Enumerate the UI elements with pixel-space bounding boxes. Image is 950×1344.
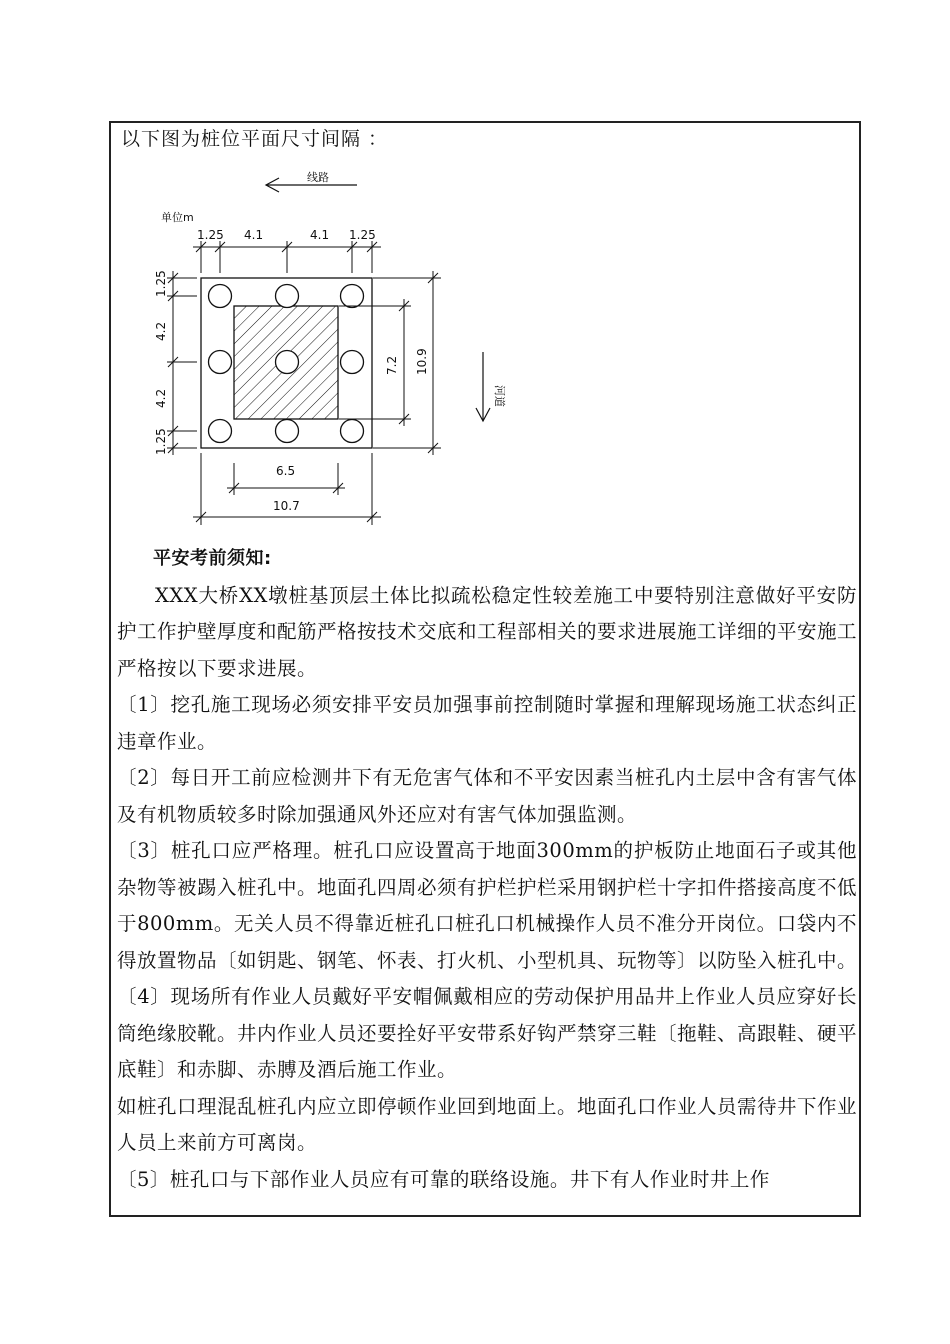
notes-paragraph: 〔1〕挖孔施工现场必须安排平安员加强事前控制随时掌握和理解现场施工状态纠正违章作业。 bbox=[117, 693, 857, 753]
dim-left-4: 1.25 bbox=[154, 428, 168, 455]
dim-left-3: 4.2 bbox=[154, 388, 168, 408]
content-frame bbox=[109, 121, 861, 1217]
pile-hole bbox=[276, 351, 299, 374]
dim-left-1: 1.25 bbox=[154, 270, 168, 297]
pile-hole bbox=[209, 351, 232, 374]
route-label: 线路 bbox=[307, 171, 329, 184]
dim-top-1: 1.25 bbox=[197, 228, 224, 242]
notes-paragraph: 〔3〕桩孔口应严格理。桩孔口应设置高于地面300mm的护板防止地面石子或其他杂物等被踢入桩孔中。地面孔四周必须有护栏护栏采用钢护栏十字扣件搭接高度不低于800mm。无关人员不得靠近桩孔口桩孔口机械操作人员不准分开岗位。口袋内不得放置物品〔如钥匙、钢笔、怀表、打火机、小型机具、玩物等〕以防坠入桩孔中。 bbox=[117, 839, 858, 972]
pile-layout-diagram bbox=[111, 123, 861, 543]
route-arrow bbox=[266, 170, 357, 192]
river-arrow bbox=[476, 352, 506, 421]
pile-hole bbox=[341, 351, 364, 374]
notes-paragraph: 〔5〕桩孔口与下部作业人员应有可靠的联络设施。井下有人作业时井上作 bbox=[117, 1167, 770, 1191]
top-dimensions bbox=[193, 241, 381, 273]
dim-bottom-inner: 6.5 bbox=[276, 464, 296, 478]
safety-notes bbox=[117, 541, 857, 1198]
pile-hole bbox=[209, 420, 232, 443]
dim-left-2: 4.2 bbox=[154, 321, 168, 341]
notes-paragraph: 〔4〕现场所有作业人员戴好平安帽佩戴相应的劳动保护用品井上作业人员应穿好长筒绝缘胶靴。井内作业人员还要拴好平安带系好钩严禁穿三鞋〔拖鞋、高跟鞋、硬平底鞋〕和赤脚、赤膊及酒后施工作业。 bbox=[117, 985, 858, 1081]
dim-top-4: 1.25 bbox=[349, 228, 376, 242]
pile-hole bbox=[276, 420, 299, 443]
unit-label: 单位m bbox=[161, 211, 194, 224]
dim-top-3: 4.1 bbox=[310, 228, 330, 242]
diagram-intro-text: 以下图为桩位平面尺寸间隔 ： bbox=[121, 128, 389, 150]
notes-paragraph: 如桩孔口理混乱桩孔内应立即停顿作业回到地面上。地面孔口作业人员需待井下作业人员上来前方可离岗。 bbox=[117, 1094, 858, 1154]
river-label: 河道 bbox=[493, 385, 506, 407]
dim-right-inner: 7.2 bbox=[385, 355, 399, 375]
dim-bottom-outer: 10.7 bbox=[273, 499, 300, 513]
notes-paragraph: 〔2〕每日开工前应检测井下有无危害气体和不平安因素当桩孔内土层中含有害气体及有机物质较多时除加强通风外还应对有害气体加强监测。 bbox=[117, 766, 857, 826]
left-dimensions bbox=[167, 271, 197, 455]
notes-heading: 平安考前须知: bbox=[153, 548, 272, 569]
pile-hole bbox=[276, 285, 299, 308]
dim-right-outer: 10.9 bbox=[415, 348, 429, 375]
pile-hole bbox=[209, 285, 232, 308]
pile-hole bbox=[341, 420, 364, 443]
notes-paragraph: XXX大桥XX墩桩基顶层土体比拟疏松稳定性较差施工中要特别注意做好平安防护工作护壁厚度和配筋严格按技术交底和工程部相关的要求进展施工详细的平安施工严格按以下要求进展。 bbox=[117, 583, 858, 680]
pile-hole bbox=[341, 285, 364, 308]
dim-top-2: 4.1 bbox=[244, 228, 264, 242]
